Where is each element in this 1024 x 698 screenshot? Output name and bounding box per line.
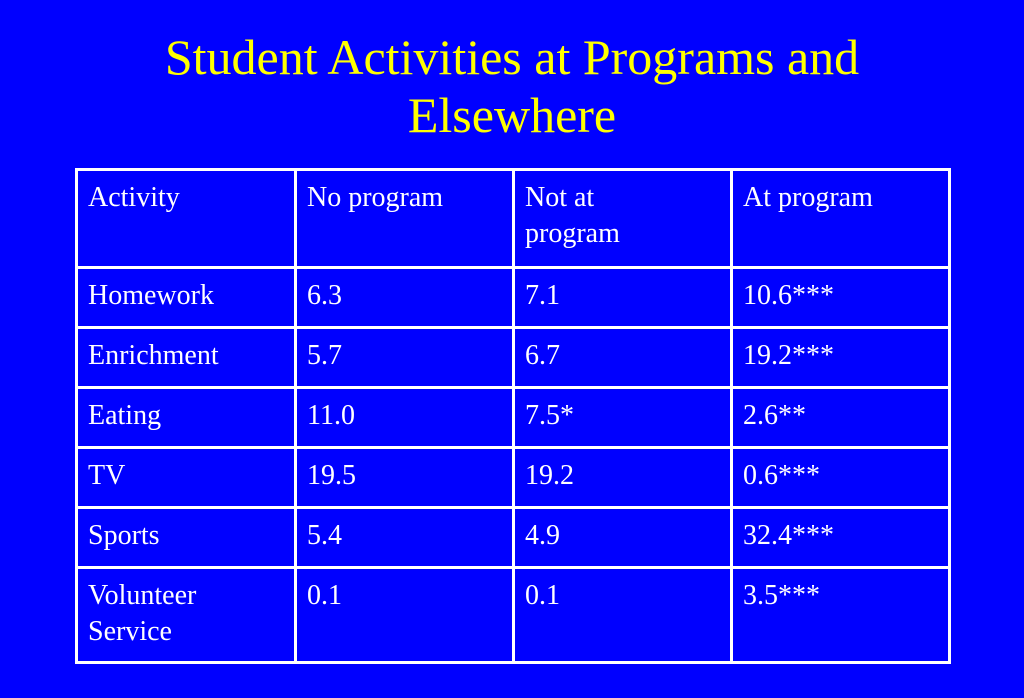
not-at-program-cell: 0.1	[514, 568, 732, 663]
title-line-1: Student Activities at Programs and	[164, 29, 860, 85]
table-row	[77, 448, 950, 508]
table-row	[77, 328, 950, 388]
header-text: Not at	[525, 182, 595, 213]
no-program-cell: 5.4	[296, 508, 514, 568]
no-program-cell: 5.7	[296, 328, 514, 388]
not-at-program-cell: 6.7	[514, 328, 732, 388]
no-program-cell: 6.3	[296, 268, 514, 328]
activity-cell	[77, 268, 296, 328]
not-at-program-cell: 7.1	[514, 268, 732, 328]
header-text: Activity	[88, 182, 180, 213]
header-cell-at-program	[732, 170, 950, 268]
header-text: program	[525, 218, 620, 249]
activity-cell	[77, 568, 296, 663]
activity-text: TV	[88, 460, 126, 491]
not-at-program-cell: 4.9	[514, 508, 732, 568]
not-at-program-cell: 7.5*	[514, 388, 732, 448]
page-title	[0, 28, 1024, 144]
table-row	[77, 268, 950, 328]
activity-cell	[77, 388, 296, 448]
header-cell-activity	[77, 170, 296, 268]
activities-table	[75, 168, 951, 664]
at-program-cell: 10.6***	[732, 268, 950, 328]
header-cell-no-program	[296, 170, 514, 268]
activity-text: Eating	[88, 400, 162, 431]
activity-cell	[77, 508, 296, 568]
table-header-row	[77, 170, 950, 268]
at-program-cell: 32.4***	[732, 508, 950, 568]
at-program-cell: 0.6***	[732, 448, 950, 508]
no-program-cell: 0.1	[296, 568, 514, 663]
table-row	[77, 388, 950, 448]
table-row	[77, 508, 950, 568]
activity-text: Sports	[88, 520, 160, 551]
activity-cell	[77, 448, 296, 508]
title-line-2: Elsewhere	[407, 87, 617, 143]
activity-cell	[77, 328, 296, 388]
header-cell-not-at-program	[514, 170, 732, 268]
activity-text: Homework	[88, 280, 214, 311]
header-text: No program	[307, 182, 444, 213]
not-at-program-cell: 19.2	[514, 448, 732, 508]
activity-text: Service	[88, 616, 172, 647]
at-program-cell: 19.2***	[732, 328, 950, 388]
no-program-cell: 11.0	[296, 388, 514, 448]
at-program-cell: 3.5***	[732, 568, 950, 663]
at-program-cell: 2.6**	[732, 388, 950, 448]
header-text: At program	[743, 182, 873, 213]
activity-text: Volunteer	[88, 580, 197, 611]
activity-text: Enrichment	[88, 340, 219, 371]
no-program-cell: 19.5	[296, 448, 514, 508]
table-row	[77, 568, 950, 663]
